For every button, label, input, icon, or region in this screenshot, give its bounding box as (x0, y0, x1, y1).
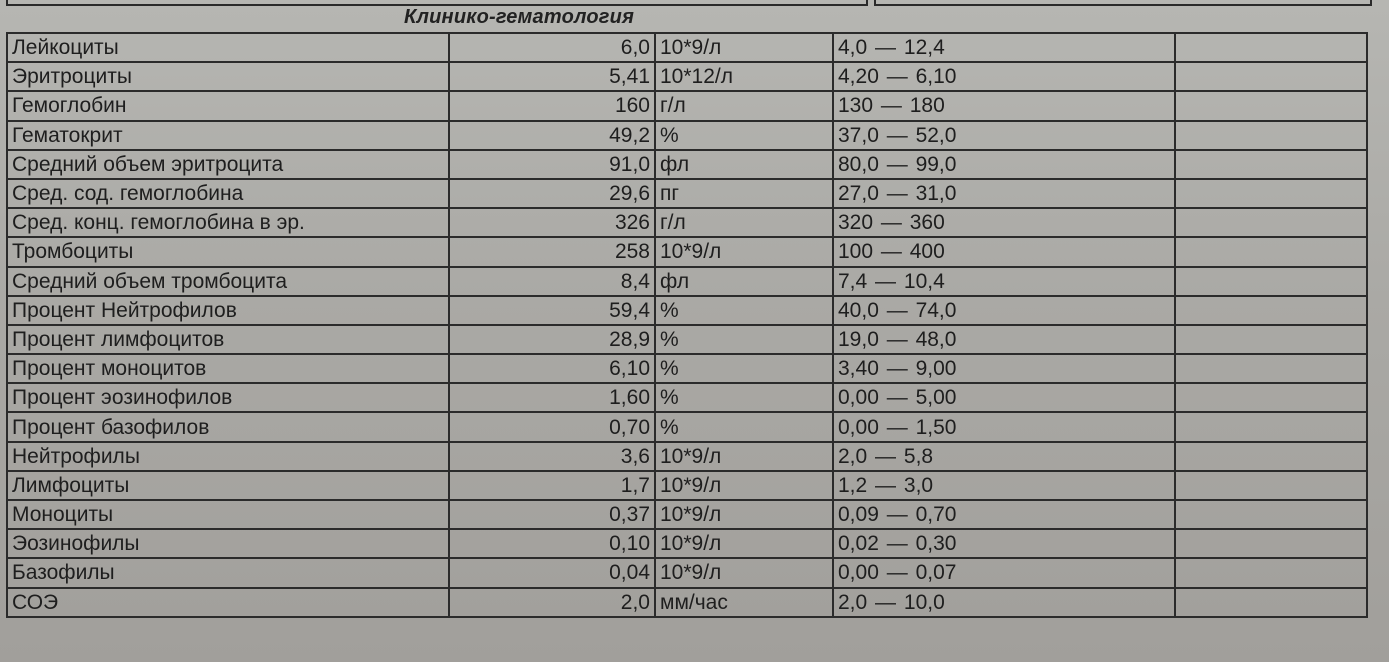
test-value: 59,4 (449, 296, 655, 325)
test-name: Процент базофилов (7, 412, 449, 441)
reference-low: 2,0 (838, 444, 868, 468)
reference-low: 27,0 (838, 182, 879, 206)
empty-cell (1175, 62, 1367, 91)
test-value: 0,04 (449, 558, 655, 587)
reference-low: 0,09 (838, 503, 879, 527)
reference-low: 130 (838, 94, 874, 118)
range-separator: — (880, 240, 902, 264)
range-separator: — (875, 269, 897, 293)
reference-high: 5,8 (903, 444, 934, 468)
table-row (7, 91, 1367, 120)
test-unit: 10*9/л (655, 558, 833, 587)
test-value: 1,7 (449, 471, 655, 500)
test-unit: 10*9/л (655, 442, 833, 471)
table-row (7, 62, 1367, 91)
test-unit: г/л (655, 91, 833, 120)
reference-high: 180 (909, 94, 945, 118)
table-row (7, 325, 1367, 354)
range-separator: — (886, 65, 908, 89)
table-row (7, 558, 1367, 587)
table-row (7, 442, 1367, 471)
table-row (7, 296, 1367, 325)
reference-high: 0,30 (915, 532, 957, 556)
reference-range (833, 588, 1175, 617)
test-value: 29,6 (449, 179, 655, 208)
test-value: 0,37 (449, 500, 655, 529)
empty-cell (1175, 558, 1367, 587)
table-row (7, 237, 1367, 266)
empty-cell (1175, 442, 1367, 471)
reference-range (833, 62, 1175, 91)
empty-cell (1175, 208, 1367, 237)
test-value: 160 (449, 91, 655, 120)
table-row (7, 529, 1367, 558)
reference-high: 400 (909, 240, 945, 264)
reference-high: 52,0 (915, 123, 957, 147)
hematology-results-table (6, 32, 1368, 618)
test-unit: мм/час (655, 588, 833, 617)
test-name: Нейтрофилы (7, 442, 449, 471)
test-name: Средний объем тромбоцита (7, 267, 449, 296)
reference-high: 360 (909, 211, 945, 235)
test-name: Процент моноцитов (7, 354, 449, 383)
range-separator: — (880, 94, 902, 118)
reference-low: 7,4 (838, 269, 868, 293)
test-value: 0,70 (449, 412, 655, 441)
reference-range (833, 471, 1175, 500)
test-unit: г/л (655, 208, 833, 237)
range-separator: — (886, 327, 908, 351)
test-unit: % (655, 412, 833, 441)
test-value: 6,10 (449, 354, 655, 383)
empty-cell (1175, 529, 1367, 558)
table-row (7, 150, 1367, 179)
reference-high: 10,4 (903, 269, 945, 293)
table-row (7, 267, 1367, 296)
reference-low: 320 (838, 211, 874, 235)
test-value: 8,4 (449, 267, 655, 296)
test-name: Процент лимфоцитов (7, 325, 449, 354)
test-value: 3,6 (449, 442, 655, 471)
reference-low: 3,40 (838, 357, 879, 381)
reference-high: 99,0 (915, 152, 957, 176)
test-name: Процент Нейтрофилов (7, 296, 449, 325)
empty-cell (1175, 267, 1367, 296)
reference-high: 6,10 (915, 65, 957, 89)
reference-high: 74,0 (915, 298, 957, 322)
range-separator: — (886, 357, 908, 381)
reference-low: 40,0 (838, 298, 879, 322)
table-row (7, 471, 1367, 500)
test-value: 2,0 (449, 588, 655, 617)
test-name: Процент эозинофилов (7, 383, 449, 412)
table-row (7, 179, 1367, 208)
range-separator: — (886, 386, 908, 410)
table-row (7, 121, 1367, 150)
test-unit: фл (655, 267, 833, 296)
range-separator: — (886, 298, 908, 322)
empty-cell (1175, 237, 1367, 266)
reference-range (833, 529, 1175, 558)
previous-table-edge-right (874, 0, 1372, 6)
test-name: СОЭ (7, 588, 449, 617)
range-separator: — (875, 36, 897, 60)
test-name: Средний объем эритроцита (7, 150, 449, 179)
reference-range (833, 267, 1175, 296)
table-row (7, 412, 1367, 441)
test-value: 6,0 (449, 33, 655, 62)
table-row (7, 33, 1367, 62)
reference-range (833, 296, 1175, 325)
test-value: 0,10 (449, 529, 655, 558)
reference-low: 0,00 (838, 386, 879, 410)
reference-low: 0,00 (838, 561, 879, 585)
reference-high: 10,0 (903, 590, 945, 614)
empty-cell (1175, 121, 1367, 150)
empty-cell (1175, 150, 1367, 179)
empty-cell (1175, 500, 1367, 529)
reference-range (833, 412, 1175, 441)
test-value: 91,0 (449, 150, 655, 179)
empty-cell (1175, 354, 1367, 383)
test-name: Гематокрит (7, 121, 449, 150)
test-name: Лейкоциты (7, 33, 449, 62)
test-unit: 10*9/л (655, 237, 833, 266)
range-separator: — (886, 182, 908, 206)
reference-high: 1,50 (915, 415, 957, 439)
range-separator: — (886, 532, 908, 556)
reference-high: 5,00 (915, 386, 957, 410)
reference-low: 4,0 (838, 36, 868, 60)
reference-high: 9,00 (915, 357, 957, 381)
reference-range (833, 237, 1175, 266)
test-name: Тромбоциты (7, 237, 449, 266)
reference-range (833, 354, 1175, 383)
reference-range (833, 558, 1175, 587)
test-value: 1,60 (449, 383, 655, 412)
test-unit: 10*9/л (655, 500, 833, 529)
range-separator: — (886, 415, 908, 439)
reference-range (833, 208, 1175, 237)
reference-range (833, 500, 1175, 529)
reference-range (833, 91, 1175, 120)
reference-high: 0,07 (915, 561, 957, 585)
test-unit: пг (655, 179, 833, 208)
test-name: Сред. сод. гемоглобина (7, 179, 449, 208)
reference-high: 31,0 (915, 182, 957, 206)
test-name: Гемоглобин (7, 91, 449, 120)
table-row (7, 383, 1367, 412)
test-unit: 10*9/л (655, 33, 833, 62)
test-value: 258 (449, 237, 655, 266)
reference-range (833, 121, 1175, 150)
reference-low: 37,0 (838, 123, 879, 147)
test-unit: 10*9/л (655, 471, 833, 500)
reference-range (833, 179, 1175, 208)
empty-cell (1175, 383, 1367, 412)
test-unit: 10*12/л (655, 62, 833, 91)
empty-cell (1175, 296, 1367, 325)
empty-cell (1175, 412, 1367, 441)
empty-cell (1175, 325, 1367, 354)
test-name: Эритроциты (7, 62, 449, 91)
reference-range (833, 383, 1175, 412)
range-separator: — (875, 590, 897, 614)
empty-cell (1175, 588, 1367, 617)
test-unit: % (655, 296, 833, 325)
reference-high: 48,0 (915, 327, 957, 351)
reference-range (833, 150, 1175, 179)
reference-low: 4,20 (838, 65, 879, 89)
range-separator: — (875, 473, 897, 497)
test-name: Лимфоциты (7, 471, 449, 500)
empty-cell (1175, 33, 1367, 62)
test-unit: % (655, 354, 833, 383)
reference-high: 12,4 (903, 36, 945, 60)
test-name: Эозинофилы (7, 529, 449, 558)
table-row (7, 208, 1367, 237)
test-value: 326 (449, 208, 655, 237)
range-separator: — (886, 152, 908, 176)
section-title: Клинико-гематология (404, 6, 635, 28)
range-separator: — (886, 503, 908, 527)
test-unit: % (655, 383, 833, 412)
reference-low: 100 (838, 240, 874, 264)
empty-cell (1175, 91, 1367, 120)
table-row (7, 354, 1367, 383)
test-value: 49,2 (449, 121, 655, 150)
table-row (7, 500, 1367, 529)
empty-cell (1175, 179, 1367, 208)
reference-low: 0,00 (838, 415, 879, 439)
reference-range (833, 33, 1175, 62)
reference-range (833, 325, 1175, 354)
test-value: 5,41 (449, 62, 655, 91)
reference-high: 3,0 (903, 473, 934, 497)
reference-low: 0,02 (838, 532, 879, 556)
reference-range (833, 442, 1175, 471)
test-name: Базофилы (7, 558, 449, 587)
test-name: Сред. конц. гемоглобина в эр. (7, 208, 449, 237)
reference-low: 1,2 (838, 473, 868, 497)
reference-low: 80,0 (838, 152, 879, 176)
range-separator: — (875, 444, 897, 468)
empty-cell (1175, 471, 1367, 500)
test-name: Моноциты (7, 500, 449, 529)
range-separator: — (886, 561, 908, 585)
reference-low: 19,0 (838, 327, 879, 351)
range-separator: — (886, 123, 908, 147)
table-row (7, 588, 1367, 617)
test-unit: % (655, 325, 833, 354)
test-unit: фл (655, 150, 833, 179)
test-value: 28,9 (449, 325, 655, 354)
range-separator: — (880, 211, 902, 235)
reference-high: 0,70 (915, 503, 957, 527)
test-unit: % (655, 121, 833, 150)
reference-low: 2,0 (838, 590, 868, 614)
test-unit: 10*9/л (655, 529, 833, 558)
